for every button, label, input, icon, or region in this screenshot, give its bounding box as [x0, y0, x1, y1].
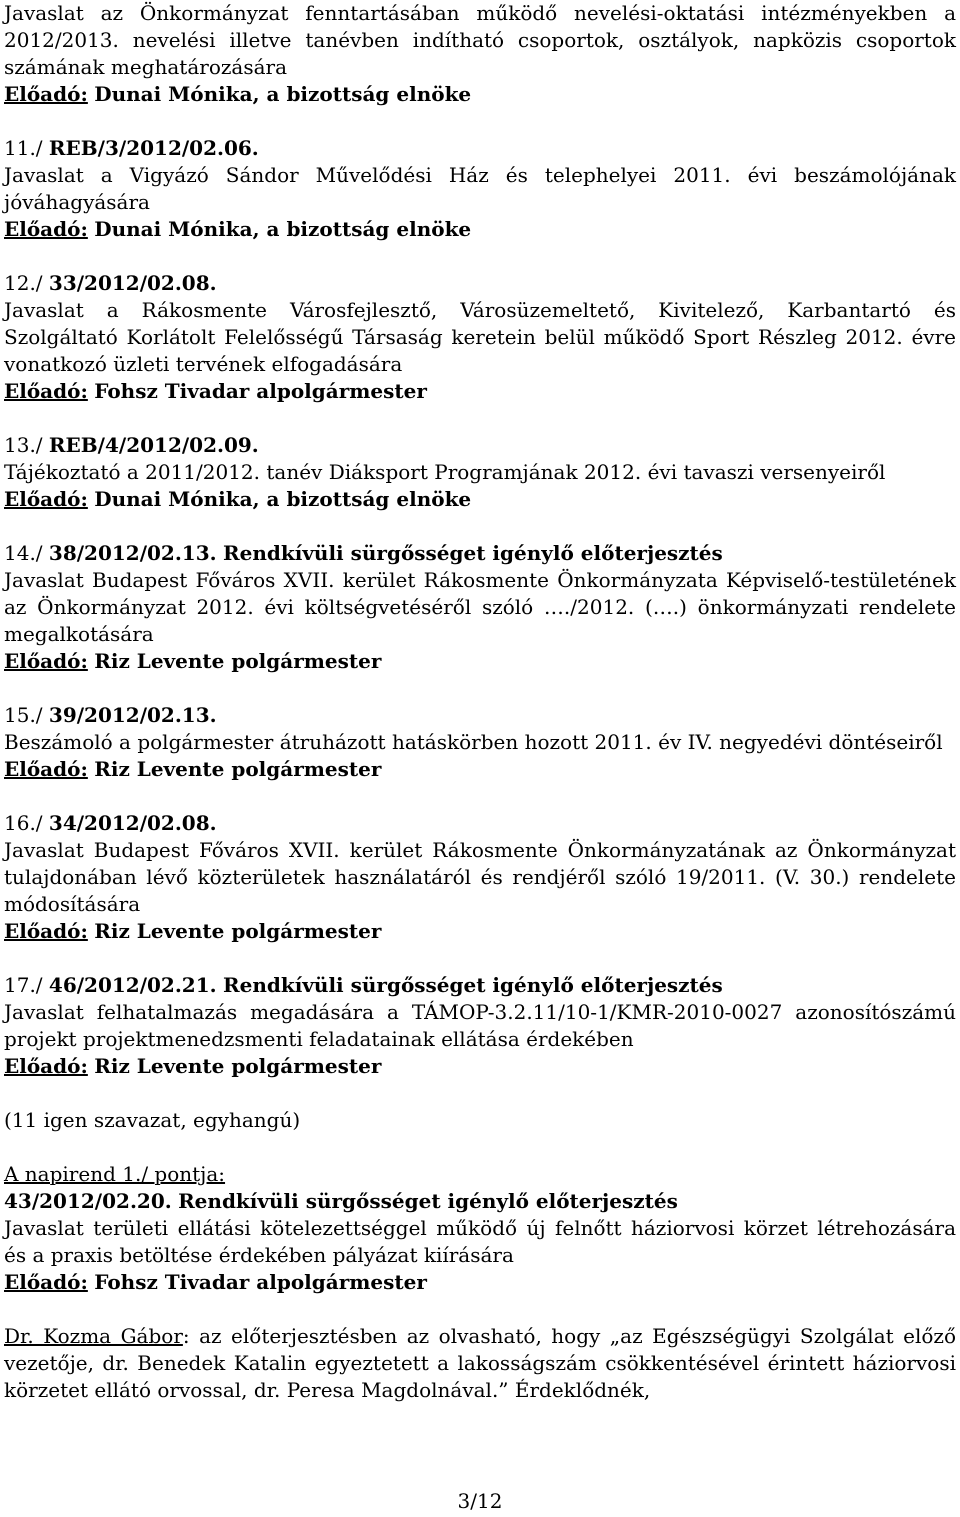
item-code: 33/2012/02.08. [48, 271, 217, 295]
vote-result: (11 igen szavazat, egyhangú) [4, 1108, 301, 1132]
presenter-name: Dunai Mónika, a bizottság elnöke [94, 487, 472, 511]
item-heading [4, 432, 956, 459]
item-text: Beszámoló a polgármester átruházott hatáskörben hozott 2011. év IV. negyedévi döntéseiről [4, 730, 943, 754]
page-number: 3/12 [457, 1489, 503, 1513]
presenter-label: Előadó: [4, 379, 88, 403]
presenter-name: Dunai Mónika, a bizottság elnöke [94, 82, 472, 106]
item-number: 13./ [4, 433, 43, 457]
item-heading [4, 810, 956, 837]
presenter-label: Előadó: [4, 919, 88, 943]
item-heading [4, 1188, 956, 1215]
item-heading [4, 972, 956, 999]
item-number: 14./ [4, 541, 43, 565]
item-code: REB/4/2012/02.09. [48, 433, 259, 457]
presenter-label: Előadó: [4, 487, 88, 511]
presenter-line [4, 1269, 956, 1296]
item-text: Javaslat Budapest Főváros XVII. kerület Rákosmente Önkormányzata Képviselő-testületének az Önkormányzat 2012. évi költségvetéséről szóló …./2012. (….) önkormányzati rendelete megalkotására [4, 568, 956, 646]
presenter-name: Riz Levente polgármester [94, 919, 382, 943]
agenda-item-13 [4, 432, 956, 513]
item-code: 46/2012/02.21. [48, 973, 217, 997]
item-text: Tájékoztató a 2011/2012. tanév Diáksport Programjának 2012. évi tavaszi versenyeiről [4, 460, 886, 484]
presenter-name: Riz Levente polgármester [94, 1054, 382, 1078]
document-page [4, 0, 956, 1404]
agenda-item-14 [4, 540, 956, 675]
item-code: 39/2012/02.13. [48, 703, 217, 727]
item-text: Javaslat területi ellátási kötelezettséggel működő új felnőtt háziorvosi körzet létrehozására és a praxis betöltése érdekében pályázat kiírására [4, 1216, 956, 1267]
presenter-line [4, 486, 956, 513]
item-text: Javaslat az Önkormányzat fenntartásában működő nevelési-oktatási intézményekben a 2012/2013. nevelési illetve tanévben indítható csoportok, osztályok, napközis csoportok számának meghatározására [4, 1, 956, 79]
item-text: Javaslat Budapest Főváros XVII. kerület Rákosmente Önkormányzatának az Önkormányzat tulajdonában lévő közterületek használatáról és rendjéről szóló 19/2011. (V. 30.) rendelete módosítására [4, 838, 956, 916]
item-number: 17./ [4, 973, 43, 997]
speech-text: : az előterjesztésben az olvasható, hogy „az Egészségügyi Szolgálat előző vezetője, dr. Benedek Katalin egyeztetett a lakosságszám csökkentésével érintett háziorvosi körzetet ellátó orvossal, dr. Peresa Magdolnával.” Érdeklődnék, [4, 1324, 956, 1402]
presenter-line [4, 918, 956, 945]
item-code: REB/3/2012/02.06. [48, 136, 259, 160]
item-number: 12./ [4, 271, 43, 295]
presenter-name: Riz Levente polgármester [94, 649, 382, 673]
presenter-label: Előadó: [4, 757, 88, 781]
presenter-line [4, 648, 956, 675]
presenter-name: Fohsz Tivadar alpolgármester [94, 379, 427, 403]
urgent-flag: Rendkívüli sürgősséget igénylő előterjesztés [178, 1189, 678, 1213]
item-code: 43/2012/02.20. [4, 1189, 172, 1213]
agenda-item-12 [4, 270, 956, 405]
presenter-name: Fohsz Tivadar alpolgármester [94, 1270, 427, 1294]
item-text: Javaslat felhatalmazás megadására a TÁMOP-3.2.11/10-1/KMR-2010-0027 azonosítószámú projekt projektmenedzsmenti feladatainak ellátása érdekében [4, 1000, 956, 1051]
presenter-label: Előadó: [4, 1270, 88, 1294]
agenda-point-heading: A napirend 1./ pontja: [4, 1162, 226, 1186]
presenter-label: Előadó: [4, 1054, 88, 1078]
speech-paragraph [4, 1323, 956, 1404]
presenter-line [4, 378, 956, 405]
presenter-line [4, 756, 956, 783]
agenda-item-10 [4, 0, 956, 108]
item-number: 11./ [4, 136, 43, 160]
presenter-name: Riz Levente polgármester [94, 757, 382, 781]
item-text: Javaslat a Rákosmente Városfejlesztő, Városüzemeltető, Kivitelező, Karbantartó és Szolgáltató Korlátolt Felelősségű Társaság keretein belül működő Sport Részleg 2012. évre vonatkozó üzleti tervének elfogadására [4, 298, 956, 376]
presenter-line [4, 81, 956, 108]
presenter-line [4, 216, 956, 243]
item-number: 16./ [4, 811, 43, 835]
item-heading [4, 540, 956, 567]
presenter-label: Előadó: [4, 82, 88, 106]
agenda-item-11 [4, 135, 956, 243]
agenda-item-15 [4, 702, 956, 783]
urgent-flag: Rendkívüli sürgősséget igénylő előterjesztés [222, 541, 723, 565]
presenter-label: Előadó: [4, 217, 88, 241]
item-heading [4, 702, 956, 729]
item-heading [4, 135, 956, 162]
presenter-label: Előadó: [4, 649, 88, 673]
agenda-item-16 [4, 810, 956, 945]
item-code: 38/2012/02.13. [48, 541, 217, 565]
item-code: 34/2012/02.08. [48, 811, 217, 835]
presenter-line [4, 1053, 956, 1080]
presenter-name: Dunai Mónika, a bizottság elnöke [94, 217, 472, 241]
urgent-flag: Rendkívüli sürgősséget igénylő előterjesztés [222, 973, 723, 997]
item-heading [4, 270, 956, 297]
item-number: 15./ [4, 703, 43, 727]
agenda-point [4, 1161, 956, 1296]
item-text: Javaslat a Vigyázó Sándor Művelődési Ház és telephelyei 2011. évi beszámolójának jóváhagyására [4, 163, 956, 214]
speaker-name: Dr. Kozma Gábor [4, 1324, 183, 1348]
agenda-item-17 [4, 972, 956, 1080]
